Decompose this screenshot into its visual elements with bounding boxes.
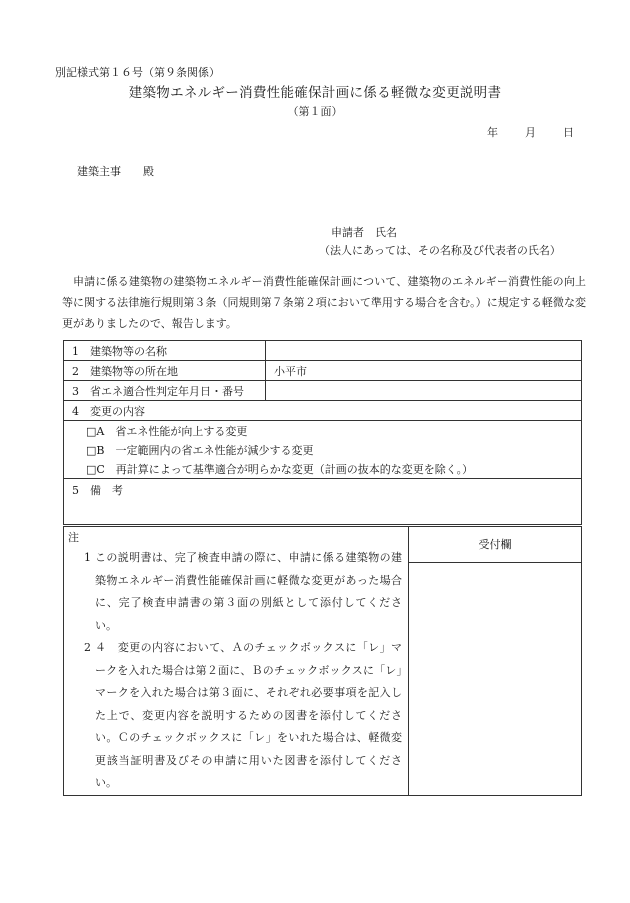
row-label-location: 2 建築物等の所在地 (64, 361, 266, 381)
change-option-b[interactable]: □B 一定範囲内の省エネ性能が減少する変更 (64, 440, 582, 459)
table-row (64, 440, 582, 459)
table-row (64, 361, 582, 381)
form-number: 別記様式第１６号（第９条関係） (55, 66, 220, 79)
note-text: ４ 変更の内容において、Ａのチェックボックスに「レ」マークを入れた場合は第２面に、Ｂのチェックボックスに「レ」マークを入れた場合は第３面に、それぞれ必要事項を記入した上で、変更内容を説明するための図書を添付してください。Ｃのチェックボックスに「レ」をいれた場合は、軽微変更該当証明書及びその申請に用いた図書を添付してください。 (95, 641, 402, 789)
reception-label: 受付欄 (409, 527, 581, 563)
reception-cell (409, 527, 582, 796)
document-title: 建築物エネルギー消費性能確保計画に係る軽微な変更説明書 (128, 85, 502, 101)
date-year: 年 (487, 126, 498, 139)
application-table (63, 340, 582, 525)
table-row (64, 381, 582, 401)
change-option-c[interactable]: □C 再計算によって基準適合が明らかな変更（計画の抜本的な変更を除く。） (64, 459, 582, 479)
remarks-field[interactable]: 5 備 考 (64, 479, 582, 525)
reception-area (409, 563, 581, 767)
note-text: この説明書は、完了検査申請の際に、申請に係る建築物の建築物エネルギー消費性能確保計画に軽微な変更があった場合に、完了検査申請書の第３面の別紙として添付してください。 (95, 551, 402, 632)
page-side-label: （第１面） (287, 105, 343, 118)
applicant-note: （法人にあっては、その名称及び代表者の氏名） (319, 244, 561, 257)
change-option-a[interactable]: □A 省エネ性能が向上する変更 (64, 421, 582, 441)
table-row (64, 421, 582, 441)
table-row (64, 401, 582, 421)
date-month: 月 (525, 126, 536, 139)
note-item (68, 637, 402, 795)
row-value-judgment-date[interactable] (266, 381, 582, 401)
notes-table (63, 526, 582, 796)
notes-cell (64, 527, 409, 796)
notes-title: 注 (68, 531, 79, 544)
addressee: 建築主事 殿 (77, 165, 154, 178)
intro-paragraph: 申請に係る建築物の建築物エネルギー消費性能確保計画について、建築物のエネルギー消費性能の向上等に関する法律施行規則第３条（同規則第７条第２項において準用する場合を含む。）に規定する軽微な変更がありましたので、報告します。 (62, 275, 586, 330)
row-label-judgment-date: 3 省エネ適合性判定年月日・番号 (64, 381, 266, 401)
note-number: 2 (84, 641, 91, 654)
row-value-location[interactable]: 小平市 (266, 361, 582, 381)
date-line (487, 124, 574, 140)
note-item (68, 547, 402, 637)
changes-label: 4 変更の内容 (64, 401, 582, 421)
applicant-name-label: 申請者 氏名 (331, 226, 397, 239)
note-number: 1 (84, 551, 91, 564)
row-value-building-name[interactable] (266, 341, 582, 361)
date-day: 日 (563, 126, 574, 139)
row-label-building-name: 1 建築物等の名称 (64, 341, 266, 361)
table-row (64, 459, 582, 479)
table-row (64, 479, 582, 525)
table-row (64, 341, 582, 361)
